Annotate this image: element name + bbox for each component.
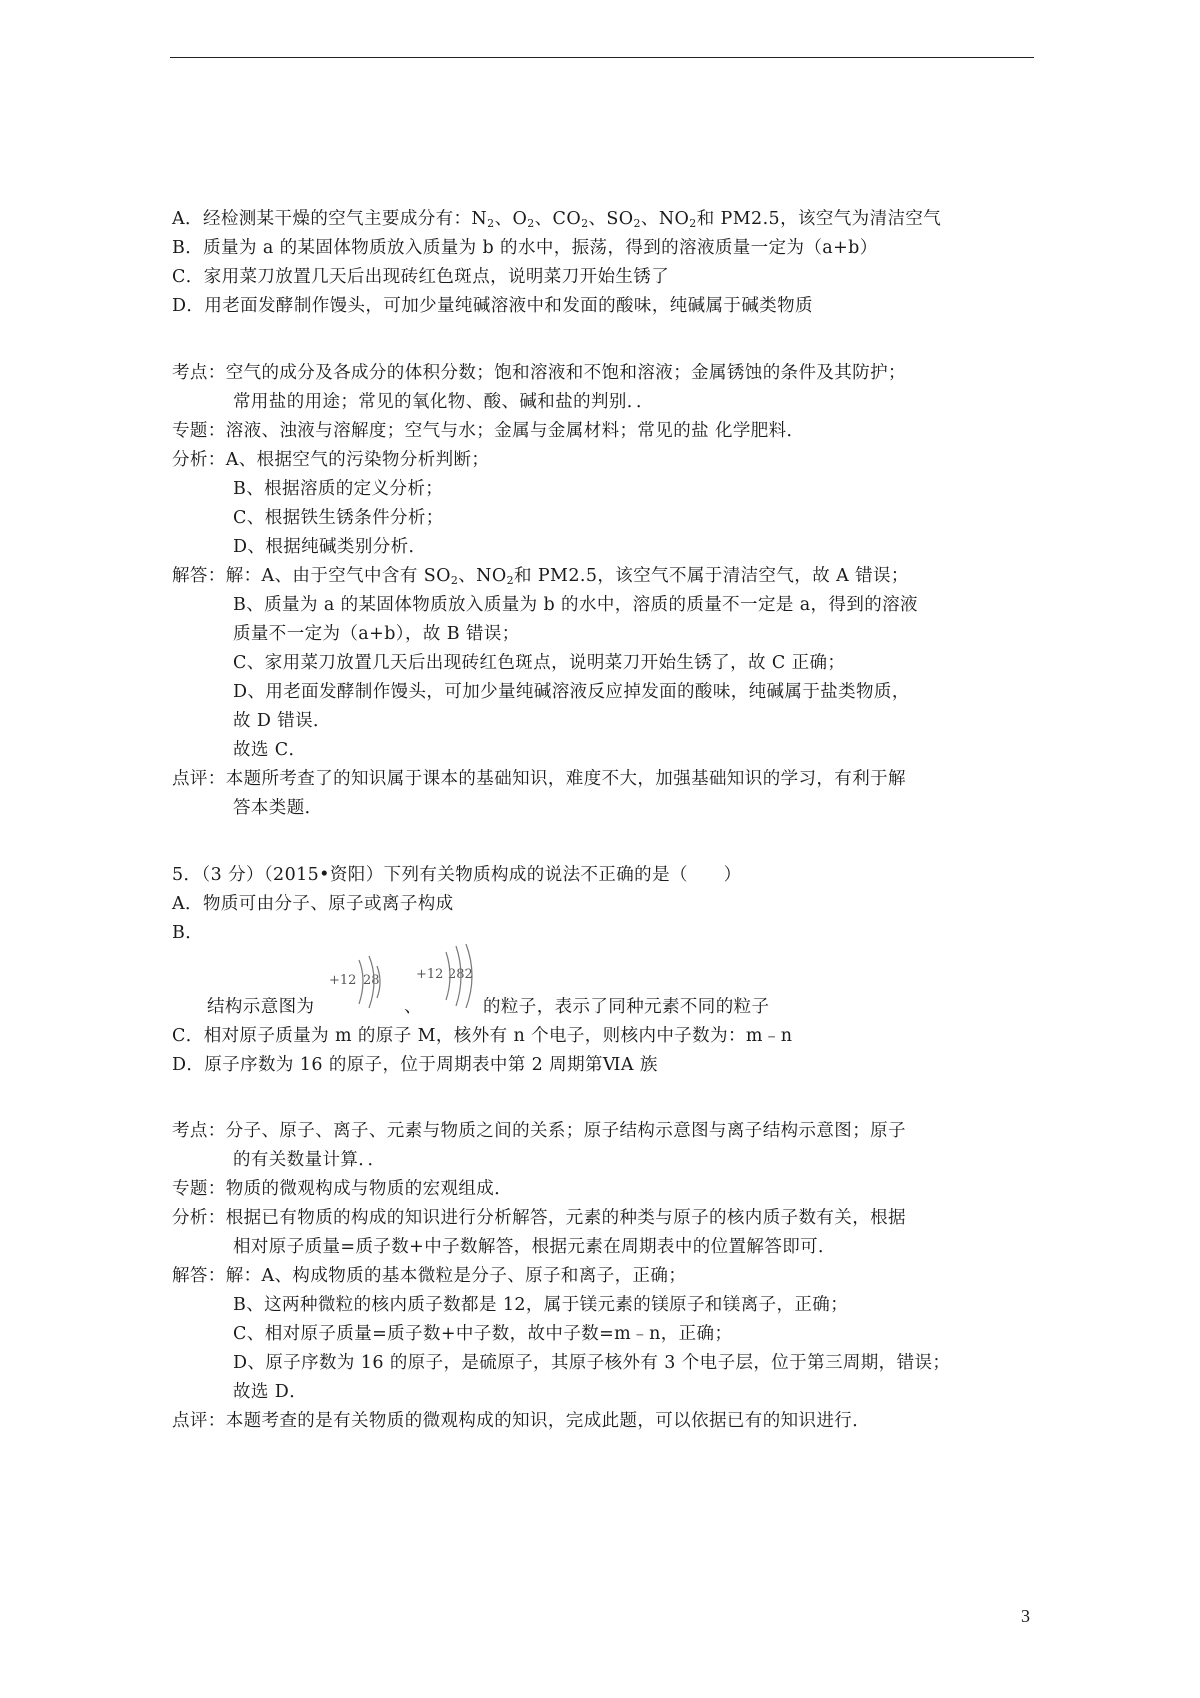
q4-option-c: C．家用菜刀放置几天后出现砖红色斑点，说明菜刀开始生锈了 <box>172 267 670 287</box>
q4-option-a: A．经检测某干燥的空气主要成分有：$N_2$、$O_2$、$CO_2$、$SO_2$、$NO_2$和 PM2.5，该空气为清洁空气 <box>172 209 942 230</box>
q5-option-b-label: B． <box>172 923 204 943</box>
q5-jieda-line2: B、这两种微粒的核内质子数都是 12，属于镁元素的镁原子和镁离子，正确； <box>233 1295 849 1315</box>
q5-option-c: C．相对原子质量为 m 的原子 M，核外有 n 个电子，则核内中子数为：m﹣n <box>172 1026 793 1046</box>
q5-jieda-line3: C、相对原子质量=质子数+中子数，故中子数=m﹣n，正确； <box>233 1324 733 1344</box>
q5-option-b-sep: 、 <box>404 997 422 1017</box>
q5-stem: 5．（3 分）（2015•资阳）下列有关物质构成的说法不正确的是（ ） <box>172 865 742 885</box>
q5-kaodian-line1: 考点：分子、原子、离子、元素与物质之间的关系；原子结构示意图与离子结构示意图；原子 <box>172 1121 906 1141</box>
q5-zhuanti: 专题：物质的微观构成与物质的宏观组成． <box>172 1179 513 1199</box>
q5-jieda-line5: 故选 D． <box>233 1382 308 1402</box>
q4-jieda-line6: 故 D 错误． <box>233 711 331 731</box>
q4-jieda-line2: B、质量为 a 的某固体物质放入质量为 b 的水中，溶质的质量不一定是 a，得到的溶液 <box>233 595 918 615</box>
page-number: 3 <box>1021 1606 1030 1626</box>
q4-fenxi-line1: 分析：A、根据空气的污染物分析判断； <box>172 450 490 470</box>
q4-jieda-line5: D、用老面发酵制作馒头，可加少量纯碱溶液反应掉发面的酸味，纯碱属于盐类物质， <box>233 682 910 702</box>
q5-option-b-text-pre: 结构示意图为 <box>207 997 315 1017</box>
q5-jieda-line4: D、原子序数为 16 的原子，是硫原子，其原子核外有 3 个电子层，位于第三周期，错误； <box>233 1353 951 1373</box>
q4-fenxi-line2: B、根据溶质的定义分析； <box>233 479 444 499</box>
q4-jieda-line1: 解答：解：A、由于空气中含有 $SO_2$、$NO_2$和 PM2.5，该空气不属于清洁空气，故 A 错误； <box>172 566 909 587</box>
q4-option-b: B．质量为 a 的某固体物质放入质量为 b 的水中，振荡，得到的溶液质量一定为（a+b） <box>172 238 878 258</box>
q5-fenxi-line2: 相对原子质量=质子数+中子数解答，根据元素在周期表中的位置解答即可． <box>233 1237 836 1257</box>
atom-diagram-1 <box>325 952 393 1014</box>
q5-fenxi-line1: 分析：根据已有物质的构成的知识进行分析解答，元素的种类与原子的核内质子数有关，根据 <box>172 1208 906 1228</box>
q4-dianping-line1: 点评：本题所考查了的知识属于课本的基础知识，难度不大，加强基础知识的学习，有利于解 <box>172 769 906 789</box>
atom-diagram-2 <box>412 940 490 1012</box>
atom1-shells: 28 <box>363 973 380 988</box>
q4-jieda-line4: C、家用菜刀放置几天后出现砖红色斑点，说明菜刀开始生锈了，故 C 正确； <box>233 653 846 673</box>
q4-option-d: D．用老面发酵制作馒头，可加少量纯碱溶液中和发面的酸味，纯碱属于碱类物质 <box>172 296 813 316</box>
q4-jieda-line3: 质量不一定为（a+b），故 B 错误； <box>233 624 520 644</box>
q5-option-b-text-post: 的粒子，表示了同种元素不同的粒子 <box>483 997 770 1017</box>
q5-option-a: A．物质可由分子、原子或离子构成 <box>172 894 454 914</box>
q4-zhuanti: 专题：溶液、浊液与溶解度；空气与水；金属与金属材料；常见的盐 化学肥料． <box>172 421 805 441</box>
q4-kaodian-line1: 考点：空气的成分及各成分的体积分数；饱和溶液和不饱和溶液；金属锈蚀的条件及其防护； <box>172 363 906 383</box>
q4-fenxi-line3: C、根据铁生锈条件分析； <box>233 508 444 528</box>
header-rule <box>170 57 1034 58</box>
atom2-shells: 282 <box>448 967 473 982</box>
q4-dianping-line2: 答本类题． <box>233 798 323 818</box>
atom1-nucleus: +12 <box>329 973 357 988</box>
q5-kaodian-line2: 的有关数量计算．． <box>233 1150 386 1170</box>
q4-jieda-line7: 故选 C． <box>233 740 307 760</box>
q5-dianping: 点评：本题考查的是有关物质的微观构成的知识，完成此题，可以依据已有的知识进行． <box>172 1411 871 1431</box>
q5-jieda-line1: 解答：解：A、构成物质的基本微粒是分子、原子和离子，正确； <box>172 1266 687 1286</box>
atom2-nucleus: +12 <box>416 967 444 982</box>
q4-fenxi-line4: D、根据纯碱类别分析． <box>233 537 427 557</box>
q5-option-d: D．原子序数为 16 的原子，位于周期表中第 2 周期第ⅥA 族 <box>172 1055 658 1075</box>
q4-kaodian-line2: 常用盐的用途；常见的氧化物、酸、碱和盐的判别．． <box>233 392 654 412</box>
